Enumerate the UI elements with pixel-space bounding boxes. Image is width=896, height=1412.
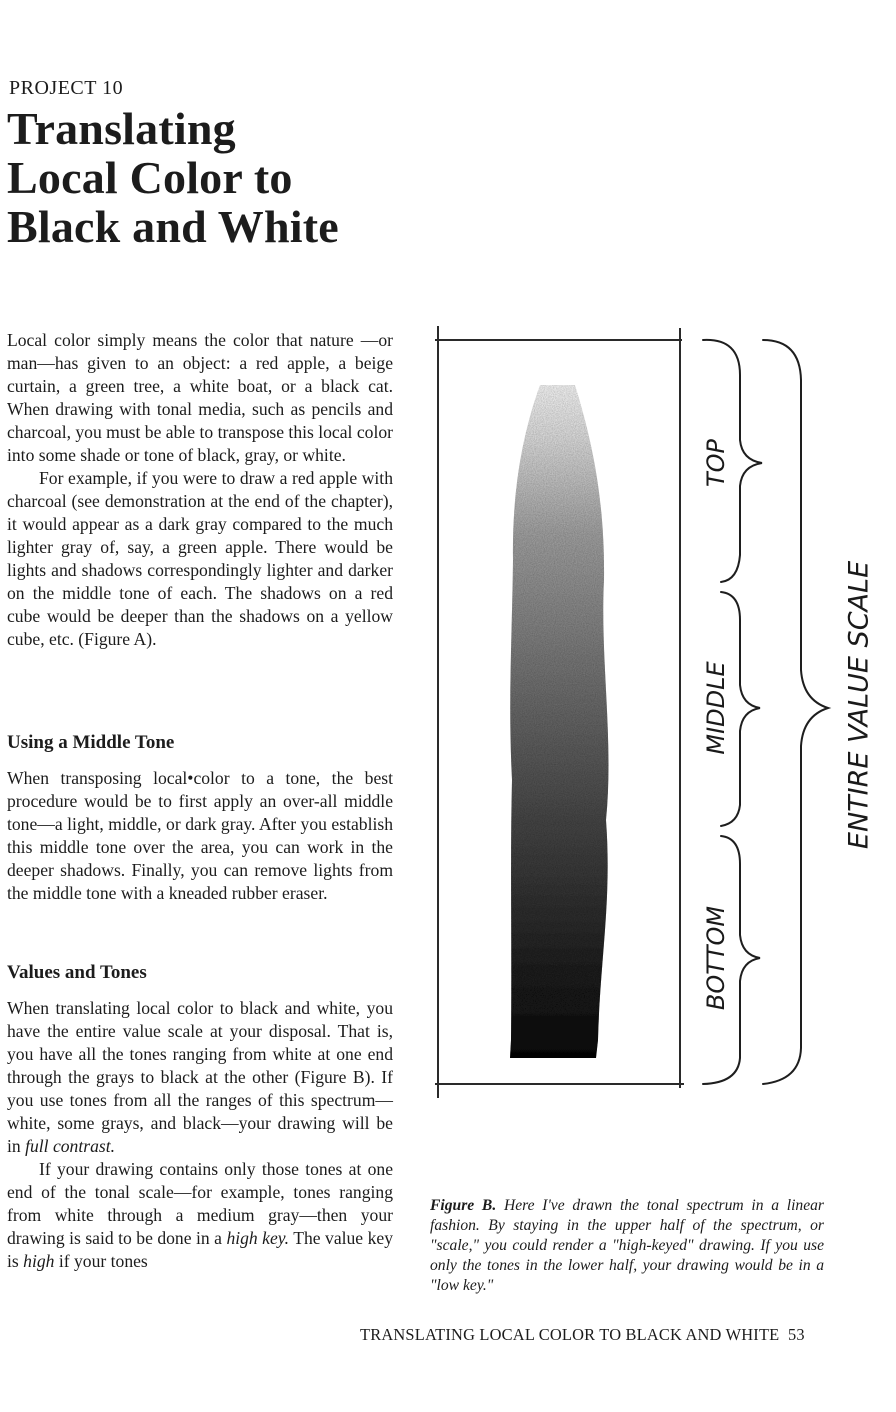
paragraph: When transposing local•color to a tone, the best procedure would be to first apply an over-all middle tone—a light, middle, or dark gray. After you establish this middle tone over the area, you can work in the deeper shadows. Finally, you can remove lights from the middle tone with a kneaded rubber eraser. (7, 768, 393, 903)
page-number: 53 (787, 1325, 805, 1344)
entire-scale-brace (763, 340, 828, 1084)
paragraph: For example, if you were to draw a red apple with charcoal (see demonstration at the end of the chapter), it would appear as a dark gray compared to the much lighter gray of, say, a green apple. There would be lights and shadows correspondingly lighter and darker on the middle tone of each. The shadows on a red cube would be deeper than the shadows on a yellow cube, etc. (Figure A). (7, 468, 393, 649)
paragraph: When translating local color to black and white, you have the entire value scale at your disposal. That is, you have all the tones ranging from white at one end through the grays to black at the other (Figure B). If you use tones from all the ranges of this spectrum—white, some grays, and black—your drawing will be in full contrast. (7, 998, 393, 1156)
title-line: Black and White (7, 201, 339, 252)
title-line: Local Color to (7, 152, 293, 203)
emphasis: full contrast. (25, 1136, 116, 1156)
title-line: Translating (7, 103, 236, 154)
emphasis: high (23, 1251, 55, 1271)
running-title: TRANSLATING LOCAL COLOR TO BLACK AND WHITE (360, 1325, 780, 1344)
tonal-strip (510, 385, 609, 1058)
paragraph: If your drawing contains only those tones at one end of the tonal scale—for example, tones ranging from white through a medium gray—then your drawing is said to be done in a high key. The value key is high if your tones (7, 1159, 393, 1271)
figure-caption (430, 1196, 824, 1296)
label-middle: MIDDLE (702, 661, 730, 755)
section-heading: Values and Tones (7, 962, 147, 983)
caption-text: Here I've drawn the tonal spectrum in a linear fashion. By staying in the upper half of the spectrum, or "scale," you could render a "high-keyed" drawing. If you use only the tones in the lower half, your drawing would be in a "low key." (430, 1197, 824, 1294)
project-label: PROJECT 10 (9, 77, 124, 99)
label-entire-scale: ENTIRE VALUE SCALE (843, 560, 875, 850)
page-footer (360, 1325, 805, 1345)
caption-label: Figure B. (430, 1197, 497, 1214)
label-bottom: BOTTOM (702, 905, 730, 1011)
label-top: TOP (702, 438, 730, 488)
emphasis: high key. (226, 1228, 290, 1248)
section-heading: Using a Middle Tone (7, 732, 175, 753)
paragraph: Local color simply means the color that nature —or man—has given to an object: a red apple, a beige curtain, a green tree, a white boat, or a black cat. When drawing with tonal media, such as pencils and charcoal, you must be able to transpose this local color into some shade or tone of black, gray, or white. (7, 330, 393, 465)
